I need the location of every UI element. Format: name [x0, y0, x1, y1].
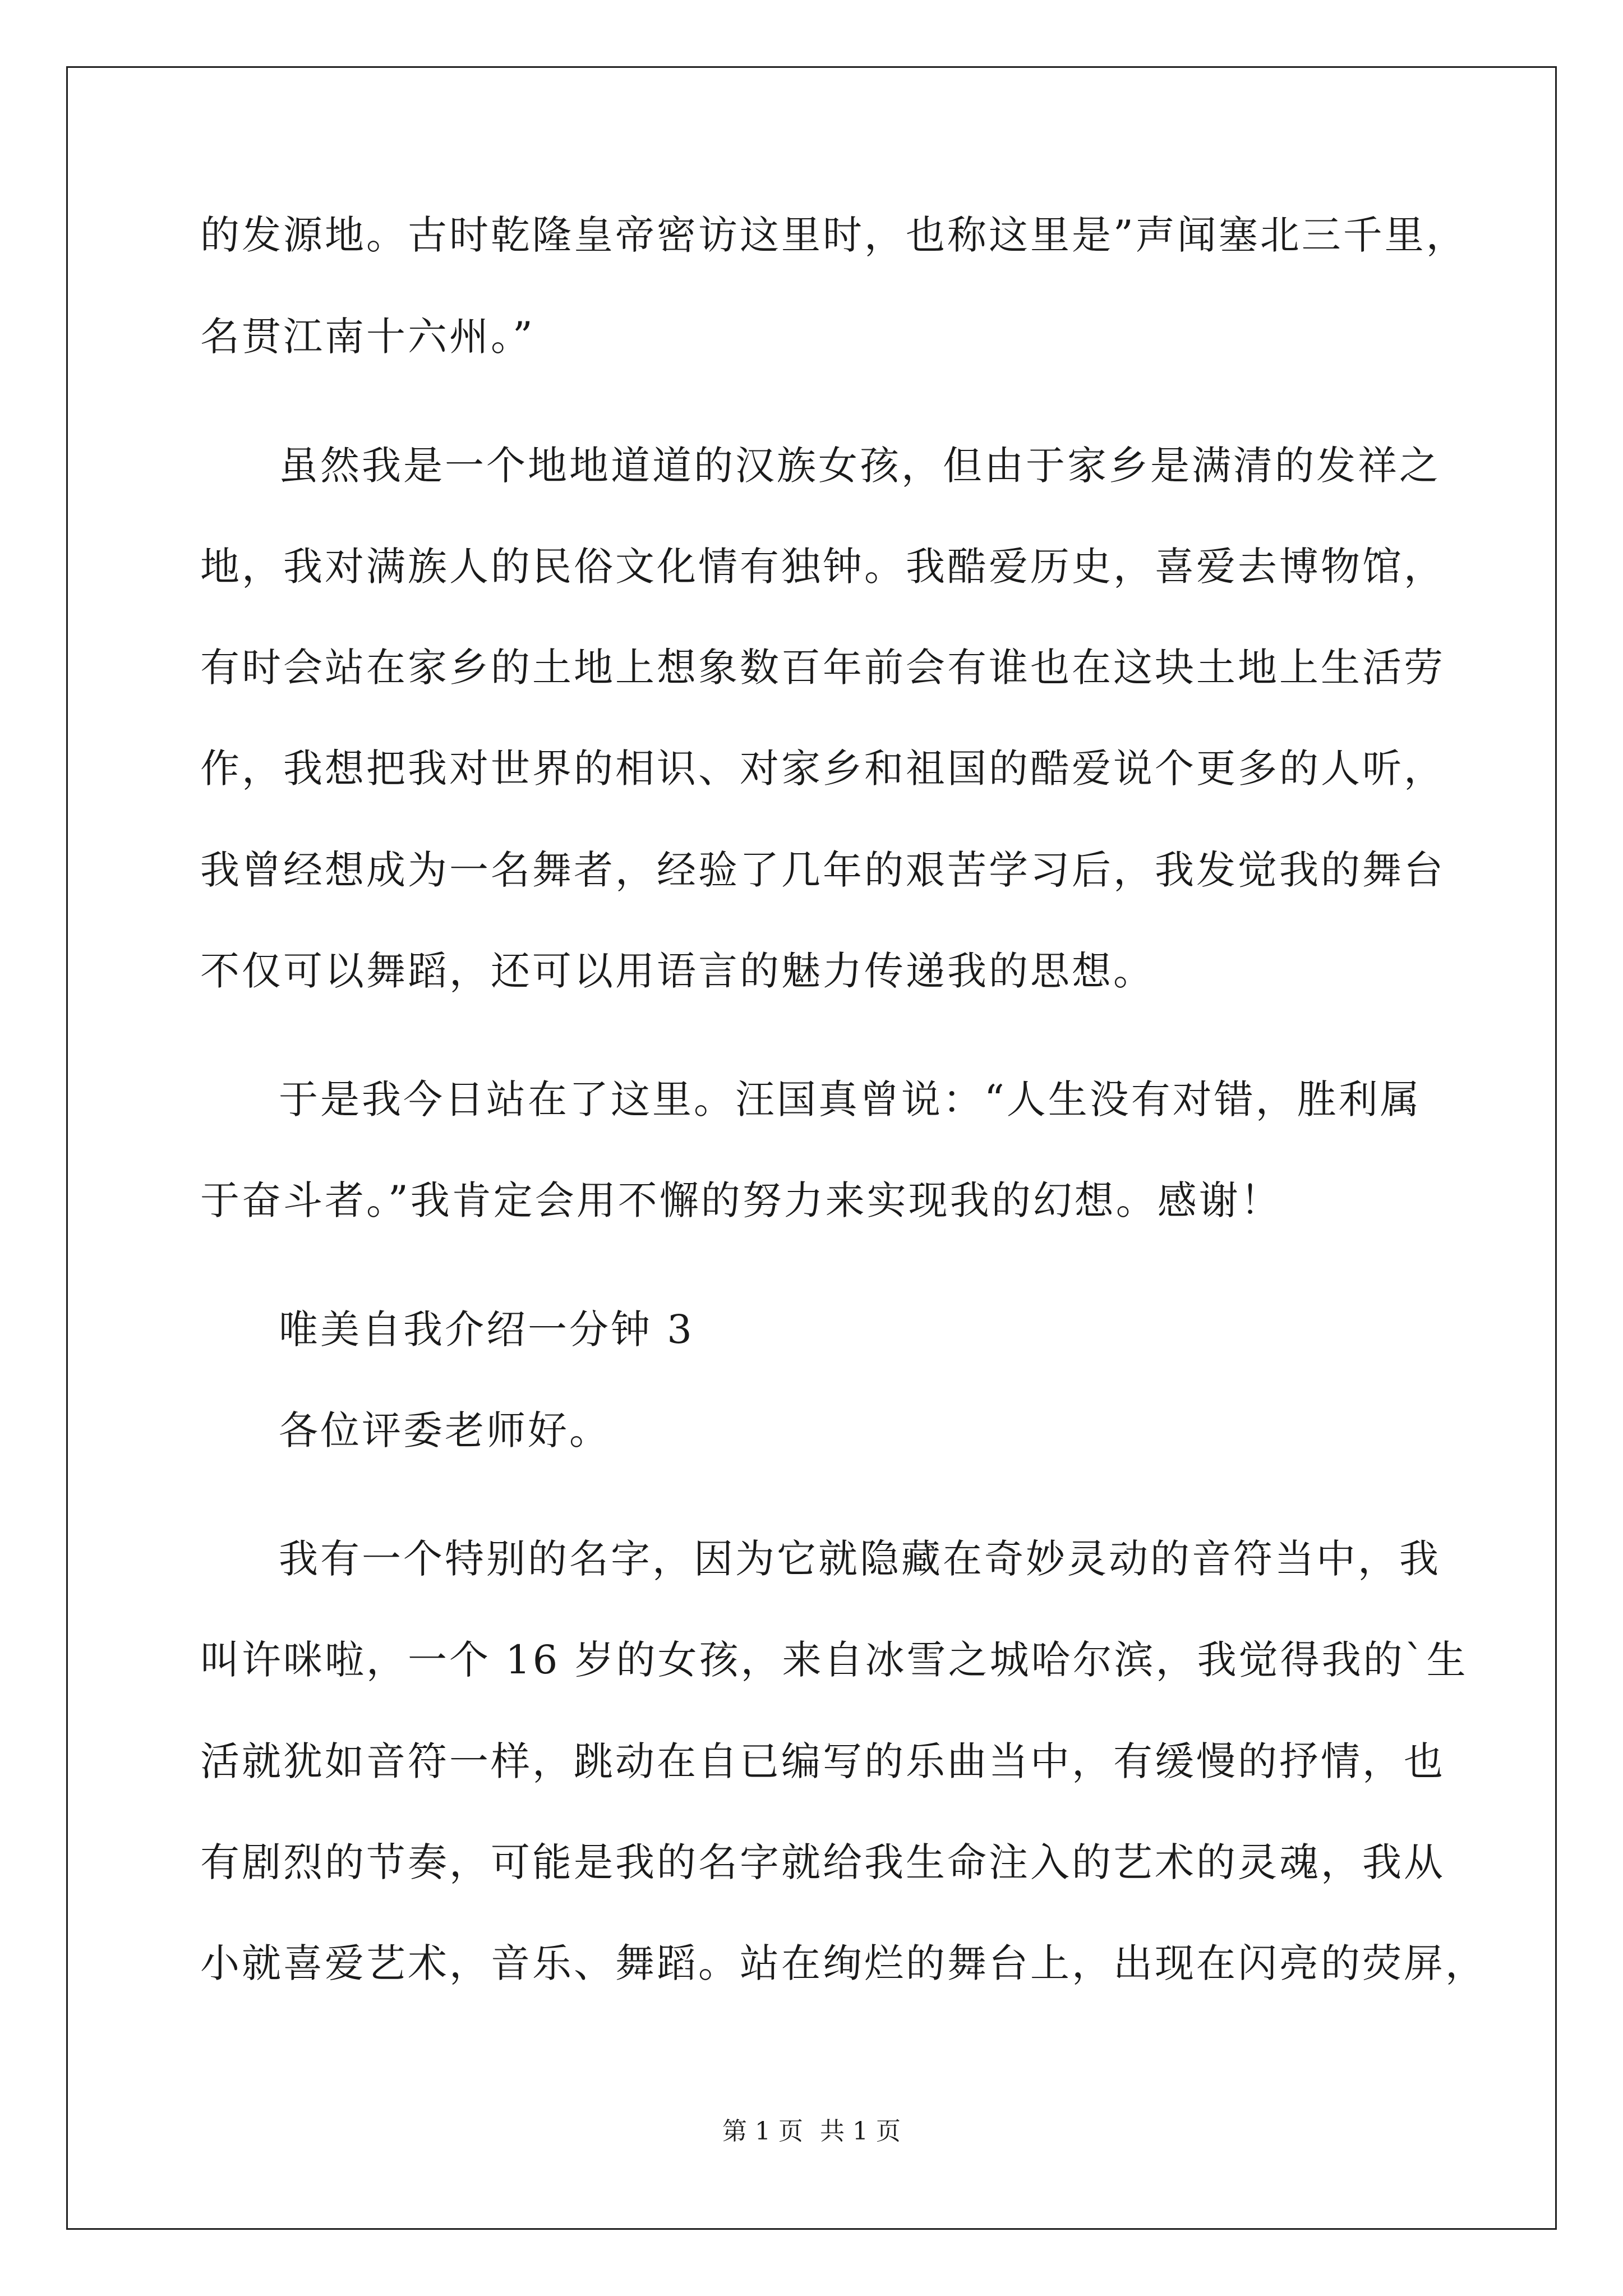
body-line-2: 名贯江南十六州。” [200, 314, 535, 360]
body-line-6: 作，我想把我对世界的相识、对家乡和祖国的酷爱说个更多的人听， [200, 746, 1445, 792]
section-heading: 唯美自我介绍一分钟 3 [279, 1306, 694, 1352]
body-line-12: 各位评委老师好。 [279, 1407, 611, 1453]
body-line-13: 我有一个特别的名字，因为它就隐藏在奇妙灵动的音符当中，我 [279, 1536, 1441, 1582]
body-line-3: 虽然我是一个地地道道的汉族女孩，但由于家乡是满清的发祥之 [279, 443, 1441, 489]
page-number-current: 第 1 页 [722, 2117, 803, 2146]
page-number-total: 共 1 页 [820, 2117, 901, 2146]
body-line-5: 有时会站在家乡的土地上想象数百年前会有谁也在这块土地上生活劳 [200, 645, 1445, 691]
body-line-10: 于奋斗者。”我肯定会用不懈的努力来实现我的幻想。感谢！ [200, 1177, 1282, 1223]
body-line-4: 地，我对满族人的民俗文化情有独钟。我酷爱历史，喜爱去博物馆， [200, 544, 1445, 590]
body-line-9: 于是我今日站在了这里。汪国真曾说：“人生没有对错，胜利属 [279, 1076, 1422, 1122]
body-line-14: 叫许咪啦，一个 16 岁的女孩，来自冰雪之城哈尔滨，我觉得我的`生 [200, 1637, 1468, 1683]
body-line-8: 不仅可以舞蹈，还可以用语言的魅力传递我的思想。 [200, 948, 1155, 994]
page-frame [66, 66, 1557, 2230]
body-line-1: 的发源地。古时乾隆皇帝密访这里时，也称这里是”声闻塞北三千里， [200, 212, 1468, 258]
body-line-7: 我曾经想成为一名舞者，经验了几年的艰苦学习后，我发觉我的舞台 [200, 847, 1445, 893]
body-line-17: 小就喜爱艺术，音乐、舞蹈。站在绚烂的舞台上，出现在闪亮的荧屏， [200, 1940, 1487, 1986]
body-line-15: 活就犹如音符一样，跳动在自已编写的乐曲当中，有缓慢的抒情，也 [200, 1738, 1445, 1784]
page-footer [0, 2115, 1623, 2148]
body-line-16: 有剧烈的节奏，可能是我的名字就给我生命注入的艺术的灵魂，我从 [200, 1839, 1445, 1885]
